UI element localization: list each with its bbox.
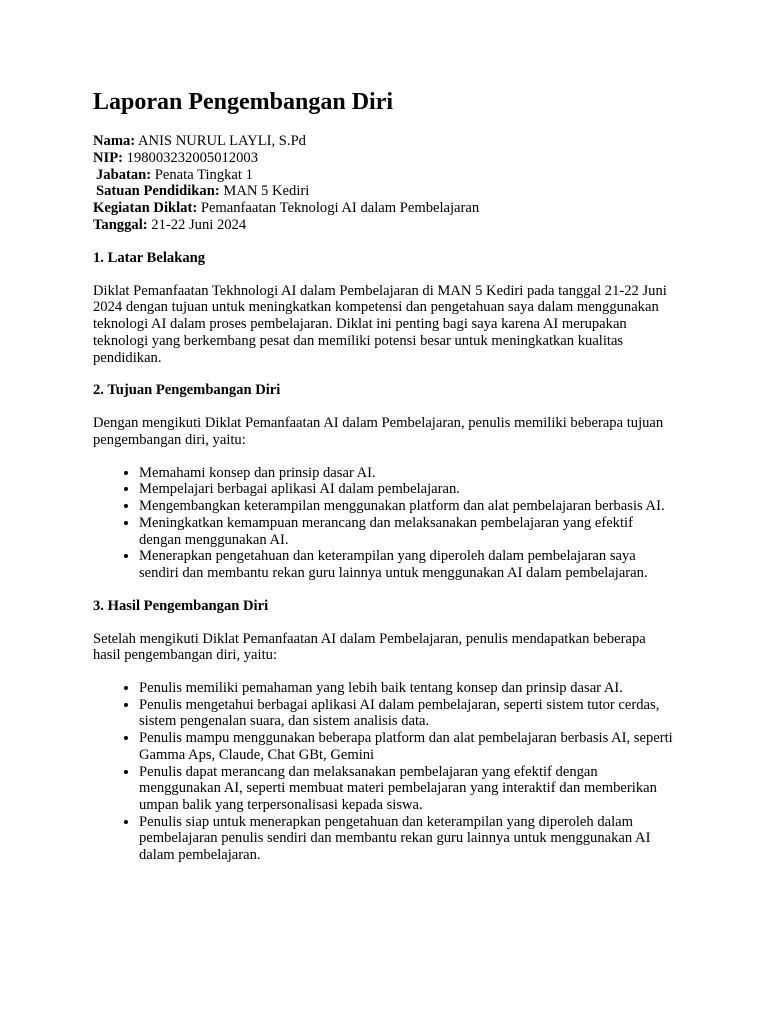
list-item: • Memahami konsep dan prinsip dasar AI.	[139, 465, 676, 482]
list-item: • Penulis memiliki pemahaman yang lebih baik tentang konsep dan prinsip dasar AI.	[139, 680, 676, 697]
kegiatan-value: Pemanfaatan Teknologi AI dalam Pembelajaran	[197, 200, 480, 217]
section-heading-hasil: 3. Hasil Pengembangan Diri	[93, 597, 269, 614]
satuan-value: MAN 5 Kediri	[219, 183, 310, 200]
tanggal-label: Tanggal:	[93, 216, 148, 233]
jabatan-value: Penata Tingkat 1	[151, 166, 253, 183]
nip-label: NIP:	[93, 149, 123, 166]
kegiatan-label: Kegiatan Diklat:	[93, 200, 198, 217]
tanggal-row	[93, 217, 676, 234]
jabatan-row	[93, 167, 676, 184]
section-paragraph-latar-belakang: Diklat Pemanfaatan Tekhnologi AI dalam Pembelajaran di MAN 5 Kediri pada tanggal 21-22 Juni 2024 dengan tujuan untuk meningkatkan kompetensi dan pengetahuan saya dalam menggunakan teknologi AI dalam proses pembelajaran. Diklat ini penting bagi saya karena AI merupakan teknologi yang berkembang pesat dan memiliki potensi besar untuk meningkatkan kualitas pendidikan.	[93, 282, 667, 366]
satuan-row	[93, 183, 676, 200]
nama-value: ANIS NURUL LAYLI, S.Pd	[135, 133, 306, 149]
section-heading-tujuan: 2. Tujuan Pengembangan Diri	[93, 382, 281, 399]
nama-label: Nama:	[93, 133, 136, 149]
hasil-list	[93, 680, 676, 864]
tanggal-value: 21-22 Juni 2024	[147, 216, 247, 233]
section-paragraph-hasil: Setelah mengikuti Diklat Pemanfaatan AI dalam Pembelajaran, penulis mendapatkan beberapa hasil pengembangan diri, yaitu:	[93, 630, 646, 664]
list-item: • Penulis dapat merancang dan melaksanakan pembelajaran yang efektif dengan menggunakan AI, seperti membuat materi pembelajaran yang interaktif dan memberikan umpan balik yang terpersonalisasi kepada siswa.	[139, 764, 676, 814]
identity-block	[93, 133, 676, 234]
kegiatan-row	[93, 200, 676, 217]
tujuan-list	[93, 465, 676, 582]
list-item: • Penulis mengetahui berbagai aplikasi AI dalam pembelajaran, seperti sistem tutor cerdas, sistem pengenalan suara, dan sistem analisis data.	[139, 697, 676, 730]
list-item: • Mengembangkan keterampilan menggunakan platform dan alat pembelajaran berbasis AI.	[139, 498, 676, 515]
section-heading-latar-belakang: 1. Latar Belakang	[93, 249, 206, 266]
list-item: • Penulis siap untuk menerapkan pengetahuan dan keterampilan yang diperoleh dalam pembelajaran penulis sendiri dan membantu rekan guru lainnya untuk menggunakan AI dalam pembelajaran.	[139, 814, 676, 864]
jabatan-label: Jabatan:	[96, 166, 152, 183]
satuan-label: Satuan Pendidikan:	[96, 183, 220, 200]
nip-row	[93, 150, 676, 167]
section-paragraph-tujuan: Dengan mengikuti Diklat Pemanfaatan AI dalam Pembelajaran, penulis memiliki beberapa tujuan pengembangan diri, yaitu:	[93, 415, 664, 448]
nama-row	[93, 133, 676, 150]
list-item: • Penulis mampu menggunakan beberapa platform dan alat pembelajaran berbasis AI, seperti Gamma Aps, Claude, Chat GBt, Gemini	[139, 730, 676, 763]
document-title: Laporan Pengembangan Diri	[93, 89, 394, 115]
nip-value: 198003232005012003	[123, 149, 258, 166]
list-item: • Menerapkan pengetahuan dan keterampilan yang diperoleh dalam pembelajaran saya sendiri dan membantu rekan guru lainnya untuk menggunakan AI dalam pembelajaran.	[139, 548, 676, 581]
list-item: • Meningkatkan kemampuan merancang dan melaksanakan pembelajaran yang efektif dengan menggunakan AI.	[139, 515, 676, 548]
list-item: • Mempelajari berbagai aplikasi AI dalam pembelajaran.	[139, 481, 676, 498]
